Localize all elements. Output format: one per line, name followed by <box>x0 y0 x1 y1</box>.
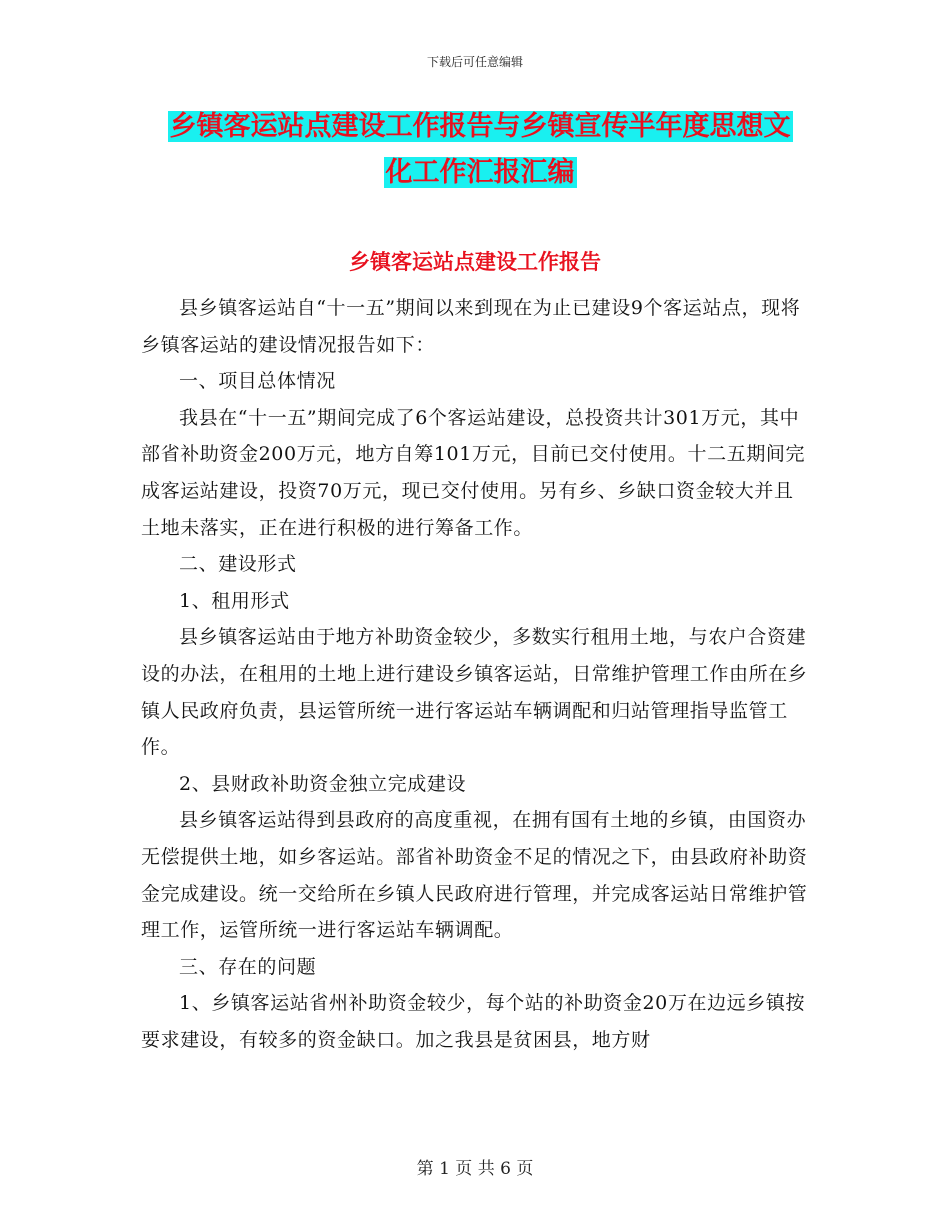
page-header-note: 下载后可任意编辑 <box>426 55 523 69</box>
subheading-county-funding: 2、县财政补助资金独立完成建设 <box>179 772 467 795</box>
heading-project-overview: 一、项目总体情况 <box>179 370 336 393</box>
paragraph-intro: 县乡镇客运站自“十一五”期间以来到现在为止已建设9个客运站点，现将乡镇客运站的建设情况报告如下： <box>141 297 801 356</box>
document-title-line-1: 乡镇客运站点建设工作报告与乡镇宣传半年度思想文 <box>169 111 791 142</box>
document-title-line-2: 化工作汇报汇编 <box>385 157 575 188</box>
heading-existing-problems: 三、存在的问题 <box>179 955 317 978</box>
paragraph-lease-form: 县乡镇客运站由于地方补助资金较少，多数实行租用土地，与农户合资建设的办法，在租用的土地上进行建设乡镇客运站，日常维护管理工作由所在乡镇人民政府负责，县运管所统一进行客运站车辆调配和归站管理指导监管工作。 <box>141 626 808 759</box>
paragraph-existing-problems: 1、乡镇客运站省州补助资金较少，每个站的补助资金20万在边远乡镇按要求建设，有较多的资金缺口。加之我县是贫困县，地方财 <box>141 992 806 1051</box>
paragraph-county-funding: 县乡镇客运站得到县政府的高度重视，在拥有国有土地的乡镇，由国资办无偿提供土地，如乡客运站。部省补助资金不足的情况之下，由县政府补助资金完成建设。统一交给所在乡镇人民政府进行管理，并完成客运站日常维护管理工作，运管所统一进行客运站车辆调配。 <box>141 809 808 942</box>
document-title <box>150 104 810 196</box>
section-heading: 乡镇客运站点建设工作报告 <box>349 249 601 274</box>
document-body <box>141 290 809 1058</box>
paragraph-project-overview: 我县在“十一五”期间完成了6个客运站建设，总投资共计301万元，其中部省补助资金200万元，地方自筹101万元，目前已交付使用。十二五期间完成客运站建设，投资70万元，现已交付使用。另有乡、乡缺口资金较大并且土地未落实，正在进行积极的进行筹备工作。 <box>141 406 806 539</box>
heading-construction-form: 二、建设形式 <box>179 553 297 576</box>
subheading-lease-form: 1、租用形式 <box>179 589 290 612</box>
page-number-footer: 第 1 页 共 6 页 <box>416 1159 534 1179</box>
